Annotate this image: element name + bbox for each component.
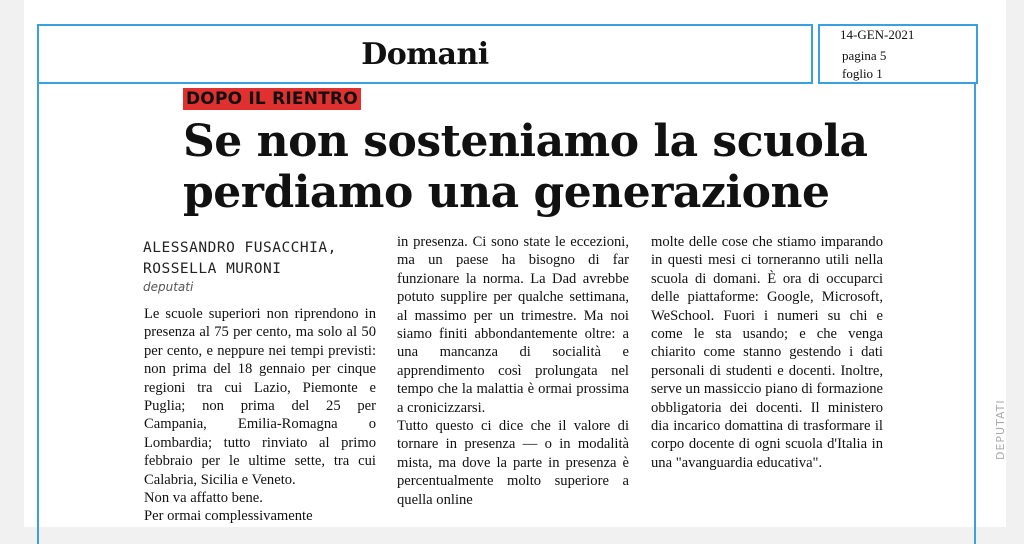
masthead-box: [37, 24, 813, 84]
page-number: pagina 5: [842, 48, 887, 63]
paragraph: Non va affatto bene.: [144, 490, 263, 507]
newspaper-logo: Domani: [361, 36, 489, 72]
paragraph: molte delle cose che stiamo imparando in questi mesi ci torneranno utili nella scuola di domani. È ora di occuparci delle piattaforme: Google, Microsoft, WeSchool. Fuori i numeri su chi e come le sta usando; e che venga chiarito come stanno gestendo i dati personali di studenti e docenti. Inoltre, serve un massiccio piano di formazione obbligatoria dei docenti. Il ministero dia incarico domattina di trasformare il corpo docente di ogni scuola d'Italia in una "avanguardia educativa".: [651, 234, 883, 471]
article-headline: [183, 116, 903, 218]
paragraph: Le scuole superiori non riprendono in presenza al 75 per cento, ma solo al 50 per cento, e neppure nei tempi previsti: non prima del 18 gennaio per cinque regioni tra cui Lazio, Piemonte e Puglia; non prima del 25 per Campania, Emilia-Romagna o Lombardia; tutto rinviato al primo febbraio per le ultime sette, tra cui Calabria, Sicilia e Veneto.: [144, 306, 376, 488]
author-1: ALESSANDRO FUSACCHIA,: [143, 240, 337, 256]
headline-line-1: Se non sosteniamo la scuola: [183, 116, 868, 167]
article-column-1: [144, 305, 376, 526]
paragraph: Per ormai complessivamente: [144, 508, 313, 525]
paragraph: Tutto questo ci dice che il valore di tornare in presenza — o in modalità mista, ma dove la parte in presenza è percentualmente molto superiore a quella online: [397, 418, 629, 508]
article-byline: [143, 238, 373, 280]
article-column-3: [651, 233, 883, 472]
date-box: [818, 24, 978, 84]
headline-line-2: perdiamo una generazione: [183, 167, 830, 218]
sheet-number: foglio 1: [842, 66, 883, 81]
side-label: DEPUTATI: [994, 399, 1007, 460]
author-2: ROSSELLA MURONI: [143, 261, 282, 277]
author-role: deputati: [143, 280, 194, 294]
article-kicker: DOPO IL RIENTRO: [183, 88, 361, 110]
publication-date: 14-GEN-2021: [840, 27, 915, 42]
paragraph: in presenza. Ci sono state le eccezioni, ma un paese ha bisogno di far funzionare la norma. La Dad avrebbe potuto supplire per qualche settimana, al massimo per un trimestre. Ma noi siamo finiti abbondantemente oltre: a una mancanza di socialità e apprendimento così prolungata nel tempo che la malattia è ormai prossima a cronicizzarsi.: [397, 234, 629, 416]
article-column-2: [397, 233, 629, 509]
